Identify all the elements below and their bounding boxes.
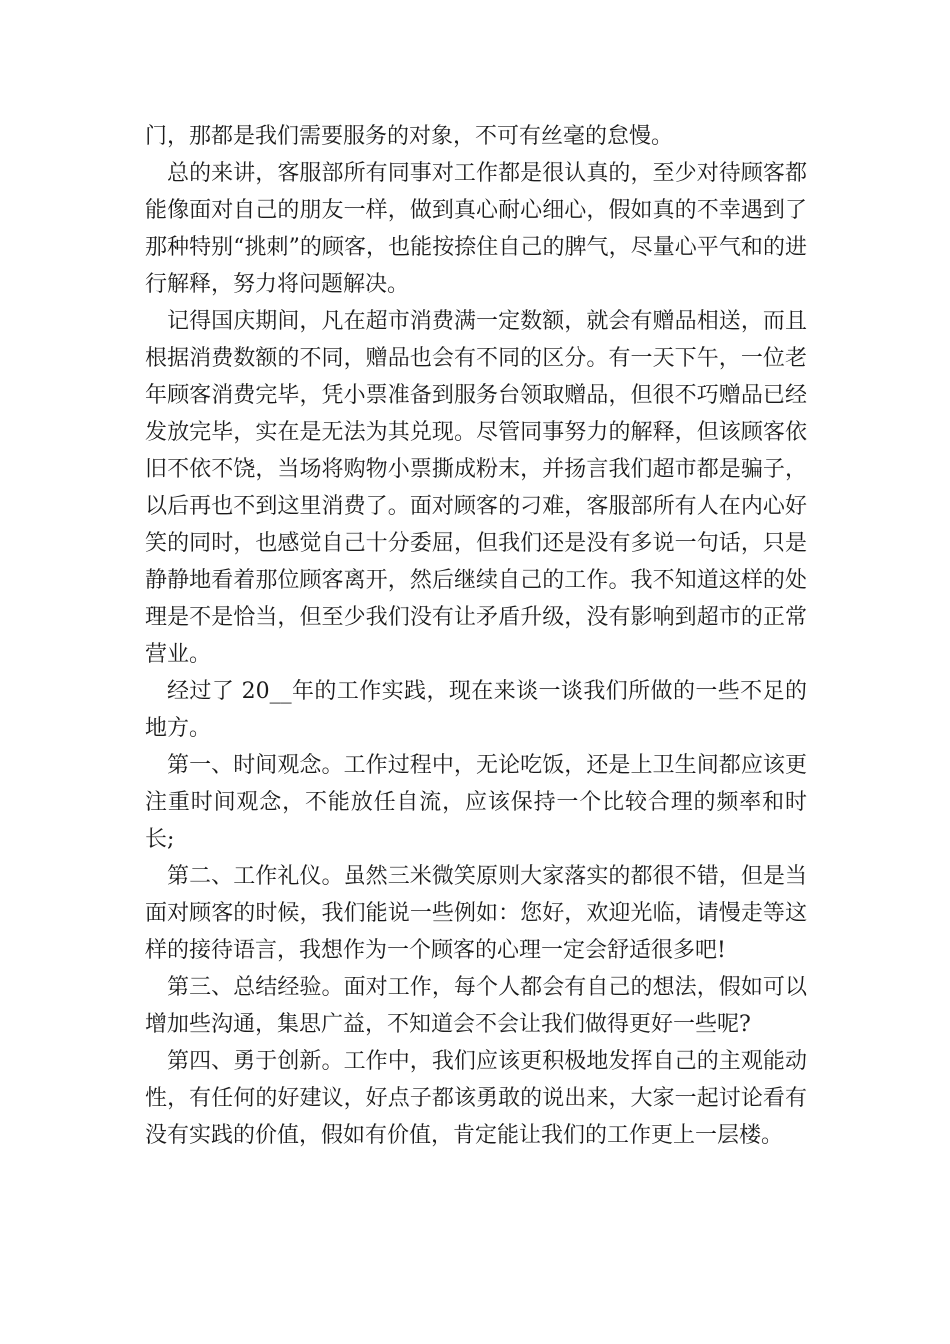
paragraph-national-day-story: 记得国庆期间，凡在超市消费满一定数额，就会有赠品相送，而且根据消费数额的不同，赠品也会有不同的区分。有一天下午，一位老年顾客消费完毕，凭小票准备到服务台领取赠品，但很不巧赠品已经发放完毕，实在是无法为其兑现。尽管同事努力的解释，但该顾客依旧不依不饶，当场将购物小票撕成粉末，并扬言我们超市都是骗子，以后再也不到这里消费了。面对顾客的刁难，客服部所有人在内心好笑的同时，也感觉自己十分委屈，但我们还是没有多说一句话，只是静静地看着那位顾客离开，然后继续自己的工作。我不知道这样的处理是不是恰当，但至少我们没有让矛盾升级，没有影响到超市的正常营业。 [145, 309, 807, 667]
document-body [145, 118, 807, 1154]
paragraph-point-one: 第一、时间观念。工作过程中，无论吃饭，还是上卫生间都应该更注重时间观念，不能放任自流，应该保持一个比较合理的频率和时长; [145, 753, 807, 852]
paragraph-point-four: 第四、勇于创新。工作中，我们应该更积极地发挥自己的主观能动性，有任何的好建议，好点子都该勇敢的说出来，大家一起讨论看有没有实践的价值，假如有价值，肯定能让我们的工作更上一层楼。 [145, 1049, 807, 1148]
paragraph-summary: 总的来讲，客服部所有同事对工作都是很认真的，至少对待顾客都能像面对自己的朋友一样，做到真心耐心细心，假如真的不幸遇到了那种特别“挑刺”的顾客，也能按捺住自己的脾气，尽量心平气和的进行解释，努力将问题解决。 [145, 161, 807, 297]
paragraph-point-two: 第二、工作礼仪。虽然三米微笑原则大家落实的都很不错，但是当面对顾客的时候，我们能说一些例如：您好，欢迎光临，请慢走等这样的接待语言，我想作为一个顾客的心理一定会舒适很多吧! [145, 864, 807, 963]
paragraph-point-three: 第三、总结经验。面对工作，每个人都会有自己的想法，假如可以增加些沟通，集思广益，不知道会不会让我们做得更好一些呢? [145, 975, 807, 1037]
paragraph-continuation: 门，那都是我们需要服务的对象，不可有丝毫的怠慢。 [145, 124, 674, 149]
paragraph-shortcomings-intro: 经过了 20__年的工作实践，现在来谈一谈我们所做的一些不足的地方。 [145, 679, 807, 741]
